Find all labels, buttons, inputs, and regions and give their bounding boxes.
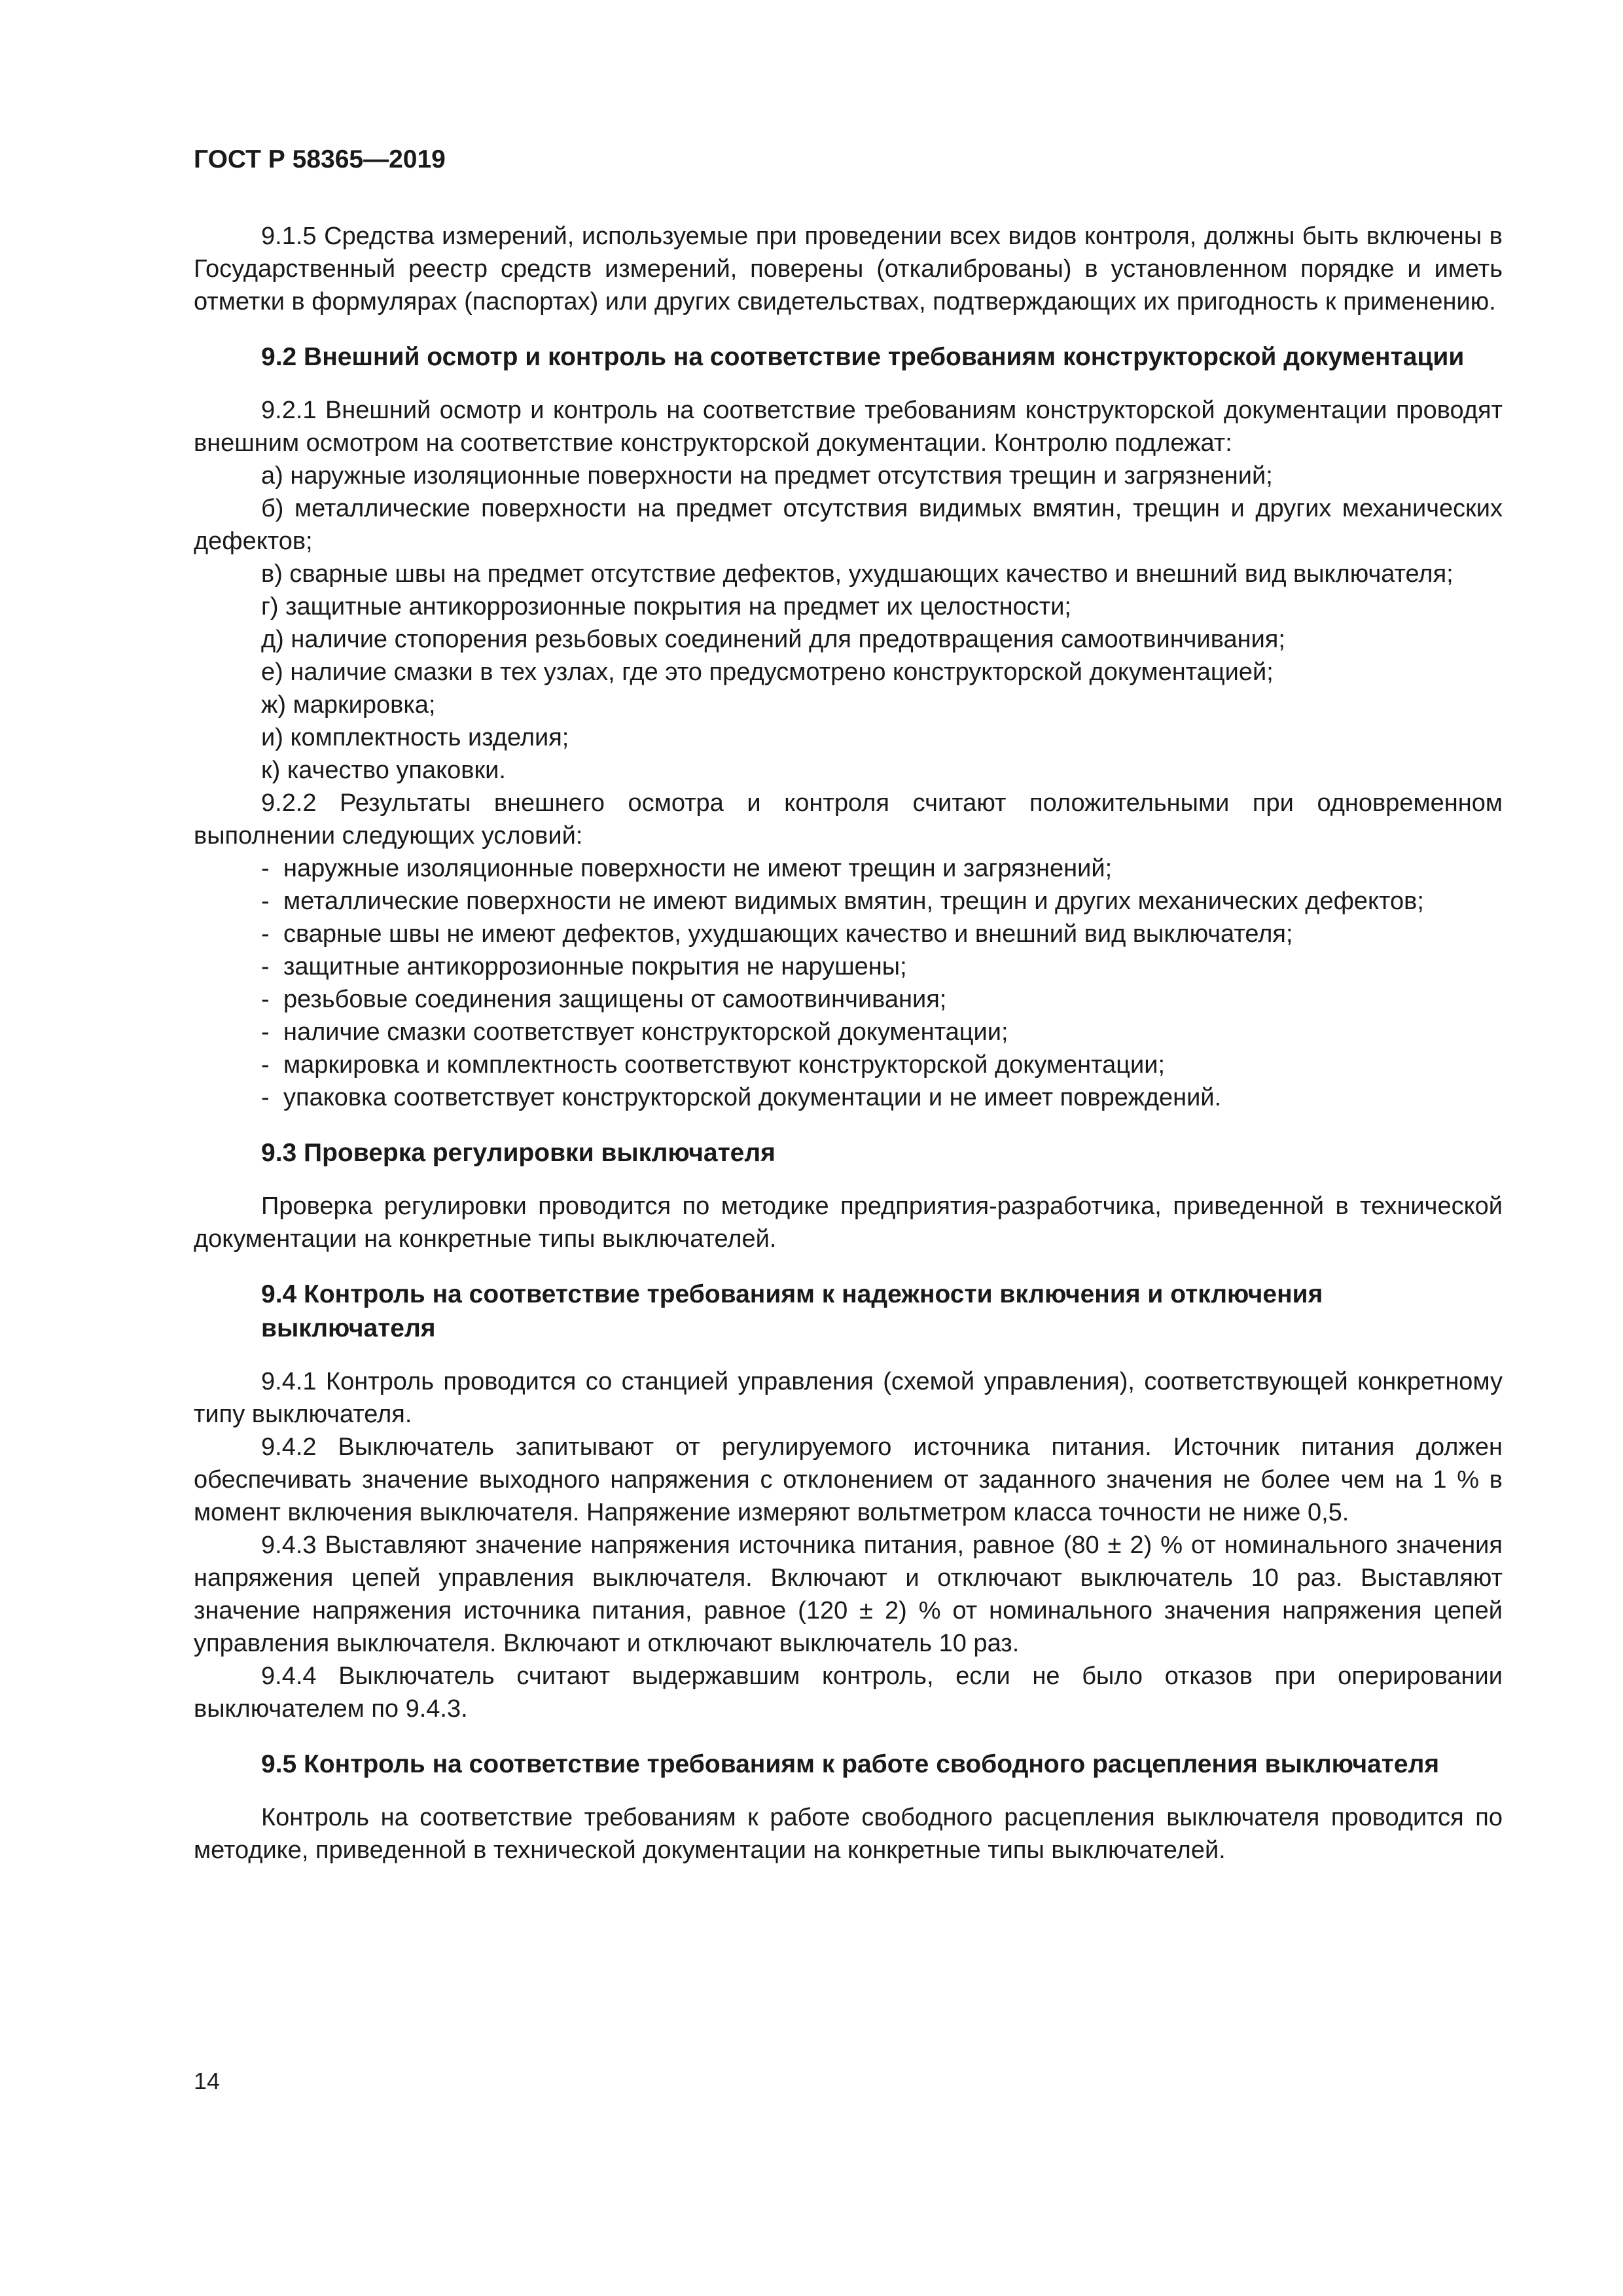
heading-9-4: 9.4 Контроль на соответствие требованиям к надежности включения и отключения выключателя — [261, 1280, 1323, 1342]
condition-item — [194, 852, 1503, 885]
paragraph-9-2-2: 9.2.2 Результаты внешнего осмотра и контроля считают положительными при одновременном выполнении следующих условий: — [194, 789, 1503, 850]
condition-item — [194, 885, 1503, 918]
condition-item — [194, 1081, 1503, 1114]
dash-mark: - — [261, 855, 270, 882]
condition-item — [194, 1016, 1503, 1049]
paragraph-9-4-2: 9.4.2 Выключатель запитывают от регулируемого источника питания. Источник питания должен обеспечивать значение выходного напряжения с отклонением от заданного значения не более чем на 1 % в момент включения выключателя. Напряжение измеряют вольтметром класса точности не ниже 0,5. — [194, 1433, 1503, 1526]
condition-text: защитные антикоррозионные покрытия не нарушены; — [283, 953, 907, 980]
dash-mark: - — [261, 1084, 270, 1111]
condition-item — [194, 1049, 1503, 1081]
list-item-e: е) наличие смазки в тех узлах, где это предусмотрено конструкторской документацией; — [261, 658, 1274, 686]
list-item-a: а) наружные изоляционные поверхности на предмет отсутствия трещин и загрязнений; — [261, 462, 1273, 490]
list-item-zh: ж) маркировка; — [261, 691, 436, 719]
paragraph-9-4-4: 9.4.4 Выключатель считают выдержавшим контроль, если не было отказов при оперировании выключателем по 9.4.3. — [194, 1662, 1503, 1723]
heading-9-5: 9.5 Контроль на соответствие требованиям к работе свободного расцепления выключателя — [261, 1750, 1440, 1778]
heading-9-2: 9.2 Внешний осмотр и контроль на соответствие требованиям конструкторской документации — [261, 343, 1465, 371]
condition-item — [194, 983, 1503, 1016]
paragraph-9-3: Проверка регулировки проводится по методике предприятия-разработчика, приведенной в технической документации на конкретные типы выключателей. — [194, 1193, 1503, 1253]
list-item-g: г) защитные антикоррозионные покрытия на предмет их целостности; — [261, 593, 1071, 620]
condition-text: металлические поверхности не имеют видимых вмятин, трещин и других механических дефектов; — [283, 888, 1424, 915]
heading-9-3: 9.3 Проверка регулировки выключателя — [261, 1139, 776, 1167]
condition-text: резьбовые соединения защищены от самоотвинчивания; — [283, 986, 947, 1013]
list-item-v: в) сварные швы на предмет отсутствие дефектов, ухудшающих качество и внешний вид выключателя; — [261, 560, 1454, 588]
dash-mark: - — [261, 1018, 270, 1046]
condition-text: маркировка и комплектность соответствуют конструкторской документации; — [283, 1051, 1166, 1079]
paragraph-9-5: Контроль на соответствие требованиям к работе свободного расцепления выключателя проводится по методике, приведенной в технической документации на конкретные типы выключателей. — [194, 1804, 1503, 1864]
dash-mark: - — [261, 888, 270, 915]
paragraph-9-2-1: 9.2.1 Внешний осмотр и контроль на соответствие требованиям конструкторской документации проводят внешним осмотром на соответствие конструкторской документации. Контролю подлежат: — [194, 397, 1503, 457]
list-item-i: и) комплектность изделия; — [261, 724, 569, 751]
condition-text: упаковка соответствует конструкторской документации и не имеет повреждений. — [283, 1084, 1222, 1111]
list-item-d: д) наличие стопорения резьбовых соединений для предотвращения самоотвинчивания; — [261, 626, 1285, 653]
document-code: ГОСТ Р 58365—2019 — [194, 145, 446, 173]
dash-mark: - — [261, 953, 270, 980]
dash-mark: - — [261, 920, 270, 948]
list-item-b: б) металлические поверхности на предмет отсутствия видимых вмятин, трещин и других механических дефектов; — [194, 495, 1503, 555]
condition-item — [194, 950, 1503, 983]
dash-mark: - — [261, 986, 270, 1013]
dash-mark: - — [261, 1051, 270, 1079]
condition-text: наружные изоляционные поверхности не имеют трещин и загрязнений; — [283, 855, 1113, 882]
condition-text: наличие смазки соответствует конструкторской документации; — [283, 1018, 1008, 1046]
paragraph-9-4-1: 9.4.1 Контроль проводится со станцией управления (схемой управления), соответствующей конкретному типу выключателя. — [194, 1368, 1503, 1428]
document-page — [194, 143, 1503, 1867]
page-number: 14 — [194, 2068, 221, 2094]
condition-text: сварные швы не имеют дефектов, ухудшающих качество и внешний вид выключателя; — [283, 920, 1293, 948]
condition-item — [194, 918, 1503, 950]
paragraph-9-4-3: 9.4.3 Выставляют значение напряжения источника питания, равное (80 ± 2) % от номинального значения напряжения цепей управления выключателя. Включают и отключают выключатель 10 раз. Выставляют значение напряжения источника питания, равное (120 ± 2) % от номинального значения напряжения цепей управления выключателя. Включают и отключают выключатель 10 раз. — [194, 1532, 1503, 1657]
paragraph-9-1-5: 9.1.5 Средства измерений, используемые при проведении всех видов контроля, должны быть включены в Государственный реестр средств измерений, поверены (откалиброваны) в установленном порядке и иметь отметки в формулярах (паспортах) или других свидетельствах, подтверждающих их пригодность к применению. — [194, 223, 1503, 315]
list-item-k: к) качество упаковки. — [261, 757, 506, 784]
